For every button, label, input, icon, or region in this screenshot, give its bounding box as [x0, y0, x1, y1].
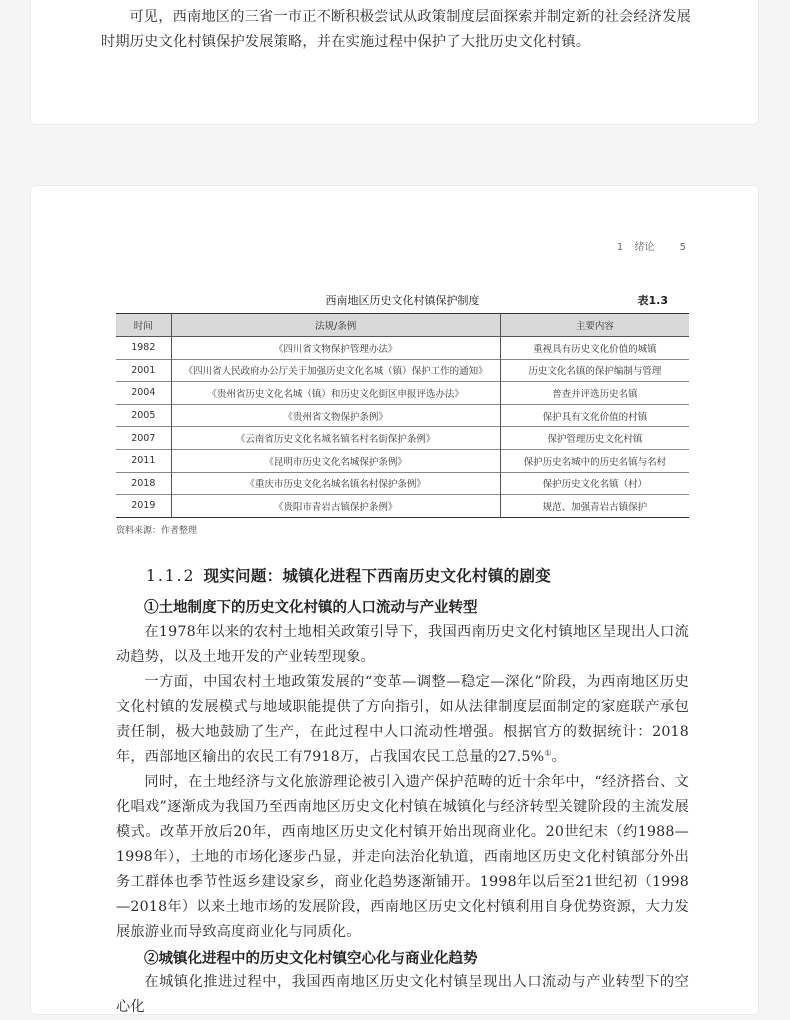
- table-cell: 《云南省历史文化名城名镇名村名街保护条例》: [171, 427, 500, 450]
- table-cell: 历史文化名镇的保护编制与管理: [500, 359, 689, 382]
- table-cell: 《四川省文物保护管理办法》: [171, 337, 500, 360]
- table-title: 西南地区历史文化村镇保护制度: [325, 294, 480, 307]
- table-row: [116, 427, 689, 450]
- table-cell: 《重庆市历史文化名城名镇名村保护条例》: [171, 472, 500, 495]
- running-header: [613, 238, 686, 253]
- table-header: 时间: [116, 314, 171, 337]
- chapter-title: 绪论: [634, 242, 655, 253]
- table-cell: 保护管理历史文化村镇: [500, 427, 689, 450]
- subsection-heading: ①土地制度下的历史文化村镇的人口流动与产业转型: [144, 599, 478, 616]
- chapter-number: 1: [616, 242, 624, 253]
- paragraph-end: 。: [551, 749, 567, 765]
- paragraph: 同时，在土地经济与文化旅游理论被引入遗产保护范畴的近十余年中，“经济搭台、文化唱戏”逐渐成为我国乃至西南地区历史文化村镇在城镇化与经济转型关键阶段的主流发展模式。改革开放后20年，西南地区历史文化村镇开始出现商业化。20世纪末（约1988—1998年），土地的市场化逐步凸显，并走向法治化轨道，西南地区历史文化村镇部分外出务工群体也季节性返乡建设家乡，商业化趋势逐渐铺开。1998年以后至21世纪初（1998—2018年）以来土地市场的发展阶段，西南地区历史文化村镇利用自身优势资源，大力发展旅游业而导致高度商业化与同质化。: [116, 774, 689, 940]
- page-card-main: [30, 185, 759, 1015]
- paragraph: [116, 670, 689, 770]
- protection-table: [116, 313, 689, 518]
- table-row: [116, 495, 689, 518]
- table-cell: 《贵阳市青岩古镇保护条例》: [171, 495, 500, 518]
- paragraph: 在城镇化推进过程中，我国西南地区历史文化村镇呈现出人口流动与产业转型下的空心化: [116, 974, 689, 1015]
- table-header: 主要内容: [500, 314, 689, 337]
- paragraph: 在1978年以来的农村土地相关政策引导下，我国西南历史文化村镇地区呈现出人口流动趋势，以及土地开发的产业转型现象。: [116, 624, 689, 665]
- paragraph: 可见，西南地区的三省一市正不断积极尝试从政策制度层面探索并制定新的社会经济发展时期历史文化村镇保护发展策略，并在实施过程中保护了大批历史文化村镇。: [101, 9, 691, 50]
- table-cell: 保护历史名城中的历史名镇与名村: [500, 449, 689, 472]
- table-cell: 2005: [116, 404, 171, 427]
- table-row: [116, 449, 689, 472]
- table-cell: 《贵州省历史文化名城（镇）和历史文化街区申报评选办法》: [171, 382, 500, 405]
- table-header-row: [116, 314, 689, 337]
- table-header: 法规/条例: [171, 314, 500, 337]
- table-row: [116, 359, 689, 382]
- table-cell: 《贵州省文物保护条例》: [171, 404, 500, 427]
- table-cell: 1982: [116, 337, 171, 360]
- page-number: 5: [679, 242, 686, 253]
- table-cell: 2011: [116, 449, 171, 472]
- table-cell: 规范、加强青岩古镇保护: [500, 495, 689, 518]
- table-cell: 2018: [116, 472, 171, 495]
- table-source: 资料来源：作者整理: [116, 526, 198, 536]
- table-row: [116, 404, 689, 427]
- table-cell: 重视具有历史文化价值的城镇: [500, 337, 689, 360]
- table-cell: 保护具有文化价值的村镇: [500, 404, 689, 427]
- paragraph-text: 一方面，中国农村土地政策发展的“变革—调整—稳定—深化”阶段，为西南地区历史文化村镇的发展模式与地域职能提供了方向指引，如从法律制度层面制定的家庭联产承包责任制，极大地鼓励了生产，在此过程中人口流动性增强。根据官方的数据统计：2018年，西部地区输出的农民工有7918万，占我国农民工总量的27.5%: [116, 674, 689, 765]
- table-cell: 2019: [116, 495, 171, 518]
- footnote-marker[interactable]: ①: [544, 748, 552, 758]
- table-cell: 普查并评选历史名镇: [500, 382, 689, 405]
- table-row: [116, 382, 689, 405]
- table-cell: 《四川省人民政府办公厅关于加强历史文化名城（镇）保护工作的通知》: [171, 359, 500, 382]
- table-body: [116, 337, 689, 518]
- table-cell: 2004: [116, 382, 171, 405]
- table-cell: 2007: [116, 427, 171, 450]
- table-cell: 2001: [116, 359, 171, 382]
- section-title: 现实问题：城镇化进程下西南历史文化村镇的剧变: [203, 566, 552, 585]
- table-number: 表1.3: [637, 294, 668, 307]
- table-row: [116, 337, 689, 360]
- table-cell: 《昆明市历史文化名城保护条例》: [171, 449, 500, 472]
- subsection-heading: ②城镇化进程中的历史文化村镇空心化与商业化趋势: [144, 950, 478, 967]
- table-cell: 保护历史文化名镇（村）: [500, 472, 689, 495]
- section-number: 1.1.2: [146, 567, 196, 585]
- page-card-top: [30, 0, 759, 125]
- table-row: [116, 472, 689, 495]
- section-heading: [146, 564, 551, 586]
